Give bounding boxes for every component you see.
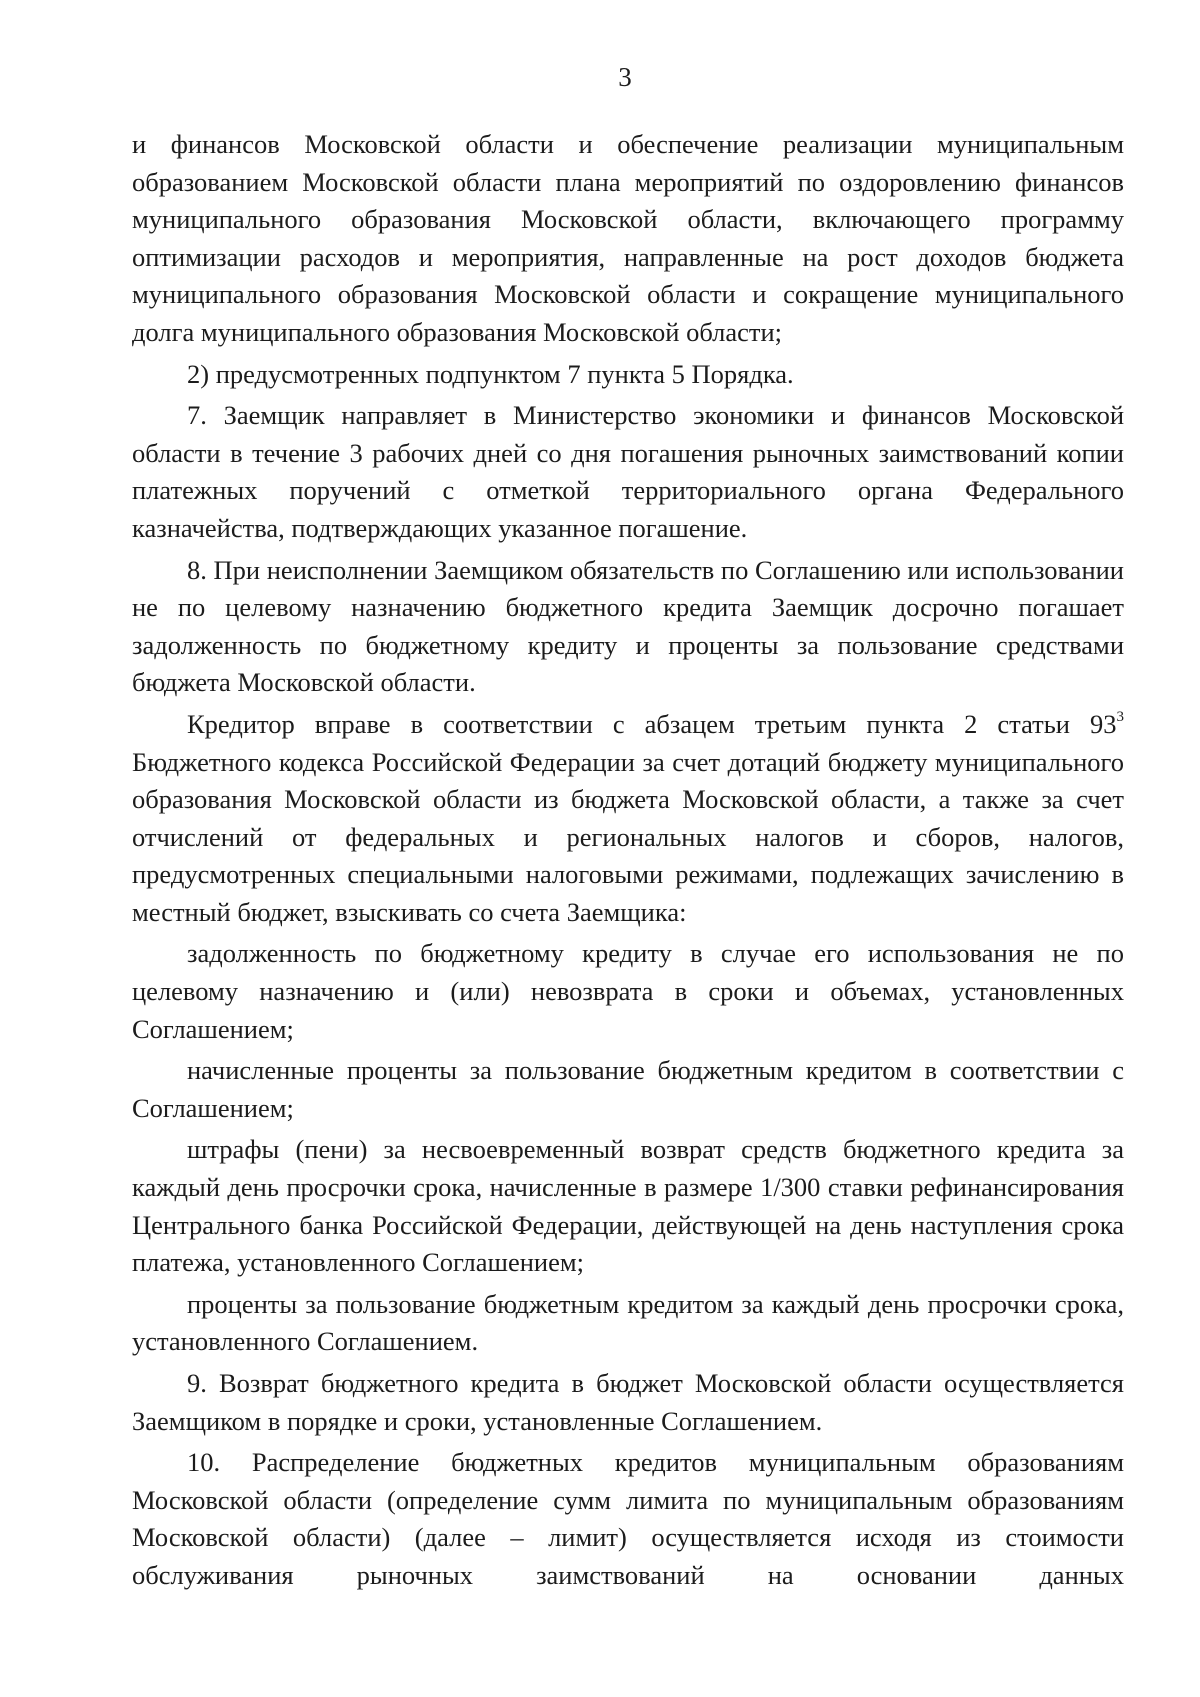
- paragraph-overdue-interest: проценты за пользование бюджетным кредитом за каждый день просрочки срока, установленного Соглашением.: [132, 1288, 1124, 1357]
- paragraph-penalties: штрафы (пени) за несвоевременный возврат средств бюджетного кредита за каждый день просрочки срока, начисленные в размере 1/300 ставки рефинансирования Центрального банка Российской Федерации, действующей на день наступления срока платежа, установленного Соглашением;: [132, 1134, 1124, 1278]
- paragraph-item-10: 10. Распределение бюджетных кредитов муниципальным образованиям Московской области (определение сумм лимита по муниципальным образованиям Московской области) (далее – лимит) осуществляется исходя из стоимости обслуживания рыночных заимствований на основании данных: [132, 1447, 1124, 1590]
- paragraph-creditor-text-end: Бюджетного кодекса Российской Федерации за счет дотаций бюджету муниципального образования Московской области из бюджета Московской области, а также за счет отчислений от федеральных и региональных налогов и сборов, налогов, предусмотренных специальными налоговыми режимами, подлежащих зачислению в местный бюджет, взыскивать со счета Заемщика:: [132, 746, 1124, 927]
- paragraph-debt-recovery: задолженность по бюджетному кредиту в случае его использования не по целевому назначению и (или) невозврата в сроки и объемах, установленных Соглашением;: [132, 938, 1124, 1044]
- paragraph-subitem-2: 2) предусмотренных подпунктом 7 пункта 5 Порядка.: [187, 358, 794, 389]
- paragraph-item-8: 8. При неисполнении Заемщиком обязательств по Соглашению или использовании не по целевому назначению бюджетного кредита Заемщик досрочно погашает задолженность по бюджетному кредиту и проценты за пользование средствами бюджета Московской области.: [132, 554, 1124, 698]
- paragraph-creditor-rights: [132, 706, 1124, 932]
- article-superscript: 3: [1116, 708, 1124, 725]
- paragraph-item-9: 9. Возврат бюджетного кредита в бюджет Московской области осуществляется Заемщиком в порядке и сроки, установленные Соглашением.: [132, 1368, 1124, 1436]
- paragraph-item-7: 7. Заемщик направляет в Министерство экономики и финансов Московской области в течение 3 рабочих дней со дня погашения рыночных заимствований копии платежных поручений с отметкой территориального органа Федерального казначейства, подтверждающих указанное погашение.: [132, 400, 1124, 543]
- paragraph-creditor-text-start: Кредитор вправе в соответствии с абзацем третьим пункта 2 статьи 93: [187, 708, 1117, 739]
- paragraph-continuation: и финансов Московской области и обеспечение реализации муниципальным образованием Московской области плана мероприятий по оздоровлению финансов муниципального образования Московской области, включающего программу оптимизации расходов и мероприятия, направленные на рост доходов бюджета муниципального образования Московской области и сокращение муниципального долга муниципального образования Московской области;: [132, 129, 1124, 347]
- document-body: [132, 126, 1124, 1595]
- paragraph-accrued-interest: начисленные проценты за пользование бюджетным кредитом в соответствии с Соглашением;: [132, 1055, 1124, 1123]
- page-number: 3: [618, 62, 632, 92]
